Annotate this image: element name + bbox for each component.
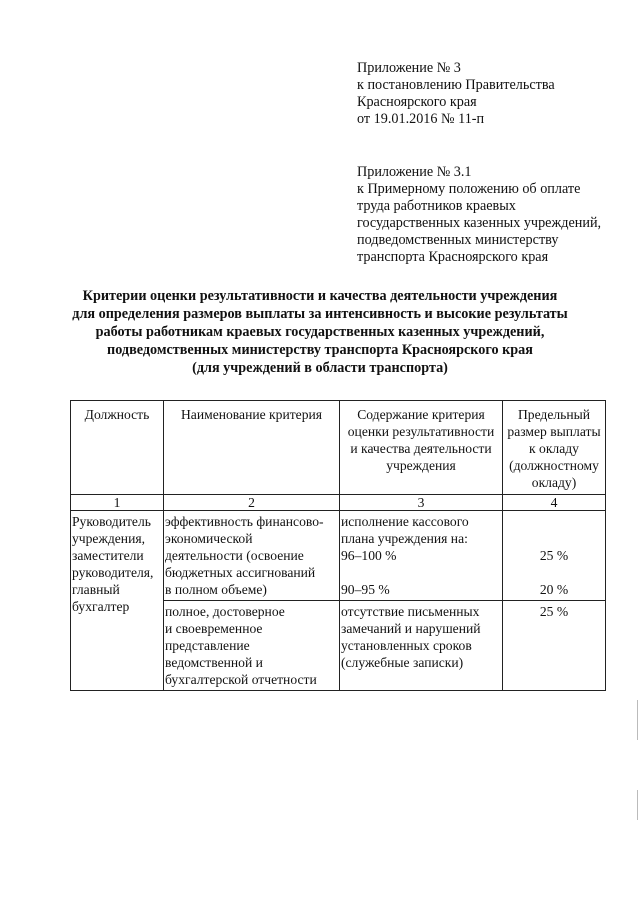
appendix-3-block: [357, 60, 555, 128]
title-line: (для учреждений в области транспорта): [192, 360, 448, 376]
title-line: подведомственных министерству транспорта Красноярского края: [107, 342, 533, 358]
payment-value: 20 %: [539, 582, 569, 597]
column-number: 2: [164, 495, 340, 511]
scan-edge-mark: [637, 790, 638, 820]
criteria-table: [70, 400, 606, 691]
column-number: 1: [71, 495, 164, 511]
header-criterion-name: Наименование критерия: [164, 401, 340, 495]
title-line: Критерии оценки результативности и качества деятельности учреждения: [82, 288, 558, 304]
max-payment-cell: [503, 511, 606, 601]
appendix-line: Приложение № 3.1: [357, 164, 472, 180]
criterion-name-cell: полное, достоверное и своевременное представление ведомственной и бухгалтерской отчетности: [164, 601, 340, 691]
criterion-content-cell: отсутствие письменных замечаний и нарушений установленных сроков (служебные записки): [340, 601, 503, 691]
appendix-line: подведомственных министерству: [357, 232, 559, 248]
title-line: для определения размеров выплаты за интенсивность и высокие результаты: [72, 306, 568, 322]
appendix-line: государственных казенных учреждений,: [357, 215, 602, 231]
position-cell: Руководитель учреждения, заместители руководителя, главный бухгалтер: [71, 511, 164, 691]
appendix-line: к постановлению Правительства: [357, 77, 555, 93]
max-payment-cell: [503, 601, 606, 691]
header-max-payment: Предельный размер выплаты к окладу (должностному окладу): [503, 401, 606, 495]
title-line: работы работникам краевых государственных казенных учреждений,: [95, 324, 545, 340]
appendix-line: Приложение № 3: [357, 60, 461, 76]
column-number: 3: [340, 495, 503, 511]
appendix-line: труда работников краевых: [357, 198, 516, 214]
table-header-row: [71, 401, 606, 495]
criterion-content-cell: исполнение кассового плана учреждения на: 96–100 % 90–95 %: [340, 511, 503, 601]
appendix-line: транспорта Красноярского края: [357, 249, 549, 265]
header-position: Должность: [71, 401, 164, 495]
column-number: 4: [503, 495, 606, 511]
table-row: [71, 511, 606, 601]
appendix-3-1-block: [357, 164, 601, 266]
header-criterion-content: Содержание критерия оценки результативности и качества деятельности учреждения: [340, 401, 503, 495]
criterion-name-cell: эффективность финансово- экономической деятельности (освоение бюджетных ассигнований в полном объеме): [164, 511, 340, 601]
payment-value: 25 %: [539, 548, 569, 563]
appendix-line: от 19.01.2016 № 11-п: [357, 111, 485, 127]
column-number-row: [71, 495, 606, 511]
scan-edge-mark: [637, 700, 638, 740]
document-title: [40, 287, 600, 377]
appendix-line: к Примерному положению об оплате: [357, 181, 581, 197]
payment-value: 25 %: [539, 604, 569, 619]
appendix-line: Красноярского края: [357, 94, 477, 110]
